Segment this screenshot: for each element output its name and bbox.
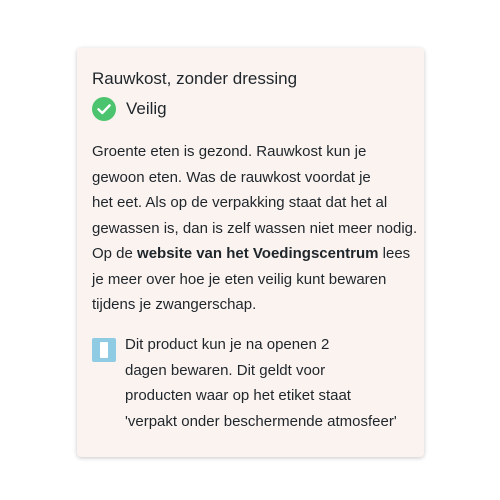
status-label: Veilig <box>126 98 167 118</box>
check-circle-icon <box>92 97 116 121</box>
fridge-icon <box>92 338 116 362</box>
safety-status <box>92 96 167 121</box>
voedingscentrum-link[interactable]: website van het Voedingscentrum <box>137 245 379 262</box>
storage-line: producten waar op het etiket staat <box>125 387 351 404</box>
storage-text <box>125 332 397 434</box>
storage-line: 'verpakt onder beschermende atmosfeer' <box>125 412 397 430</box>
food-safety-card <box>77 48 424 457</box>
storage-line: dagen bewaren. Dit geldt voor <box>125 361 326 379</box>
description-line: gewoon eten. Was de rauwkost voordat je <box>92 168 371 186</box>
link-prefix: Op de <box>92 245 138 262</box>
description <box>92 139 418 318</box>
description-line: Groente eten is gezond. Rauwkost kun je <box>92 143 367 160</box>
description-line: je meer over hoe je eten veilig kunt bewaren <box>92 270 387 288</box>
description-line-with-link <box>92 241 412 267</box>
storage-line: Dit product kun je na openen 2 <box>125 336 330 353</box>
description-line: het eet. Als op de verpakking staat dat het al <box>92 194 388 211</box>
description-line: gewassen is, dan is zelf wassen niet meer nodig. <box>92 219 418 237</box>
link-suffix: lees <box>378 245 411 262</box>
description-line: tijdens je zwangerschap. <box>92 296 257 313</box>
product-title: Rauwkost, zonder dressing <box>92 69 298 88</box>
